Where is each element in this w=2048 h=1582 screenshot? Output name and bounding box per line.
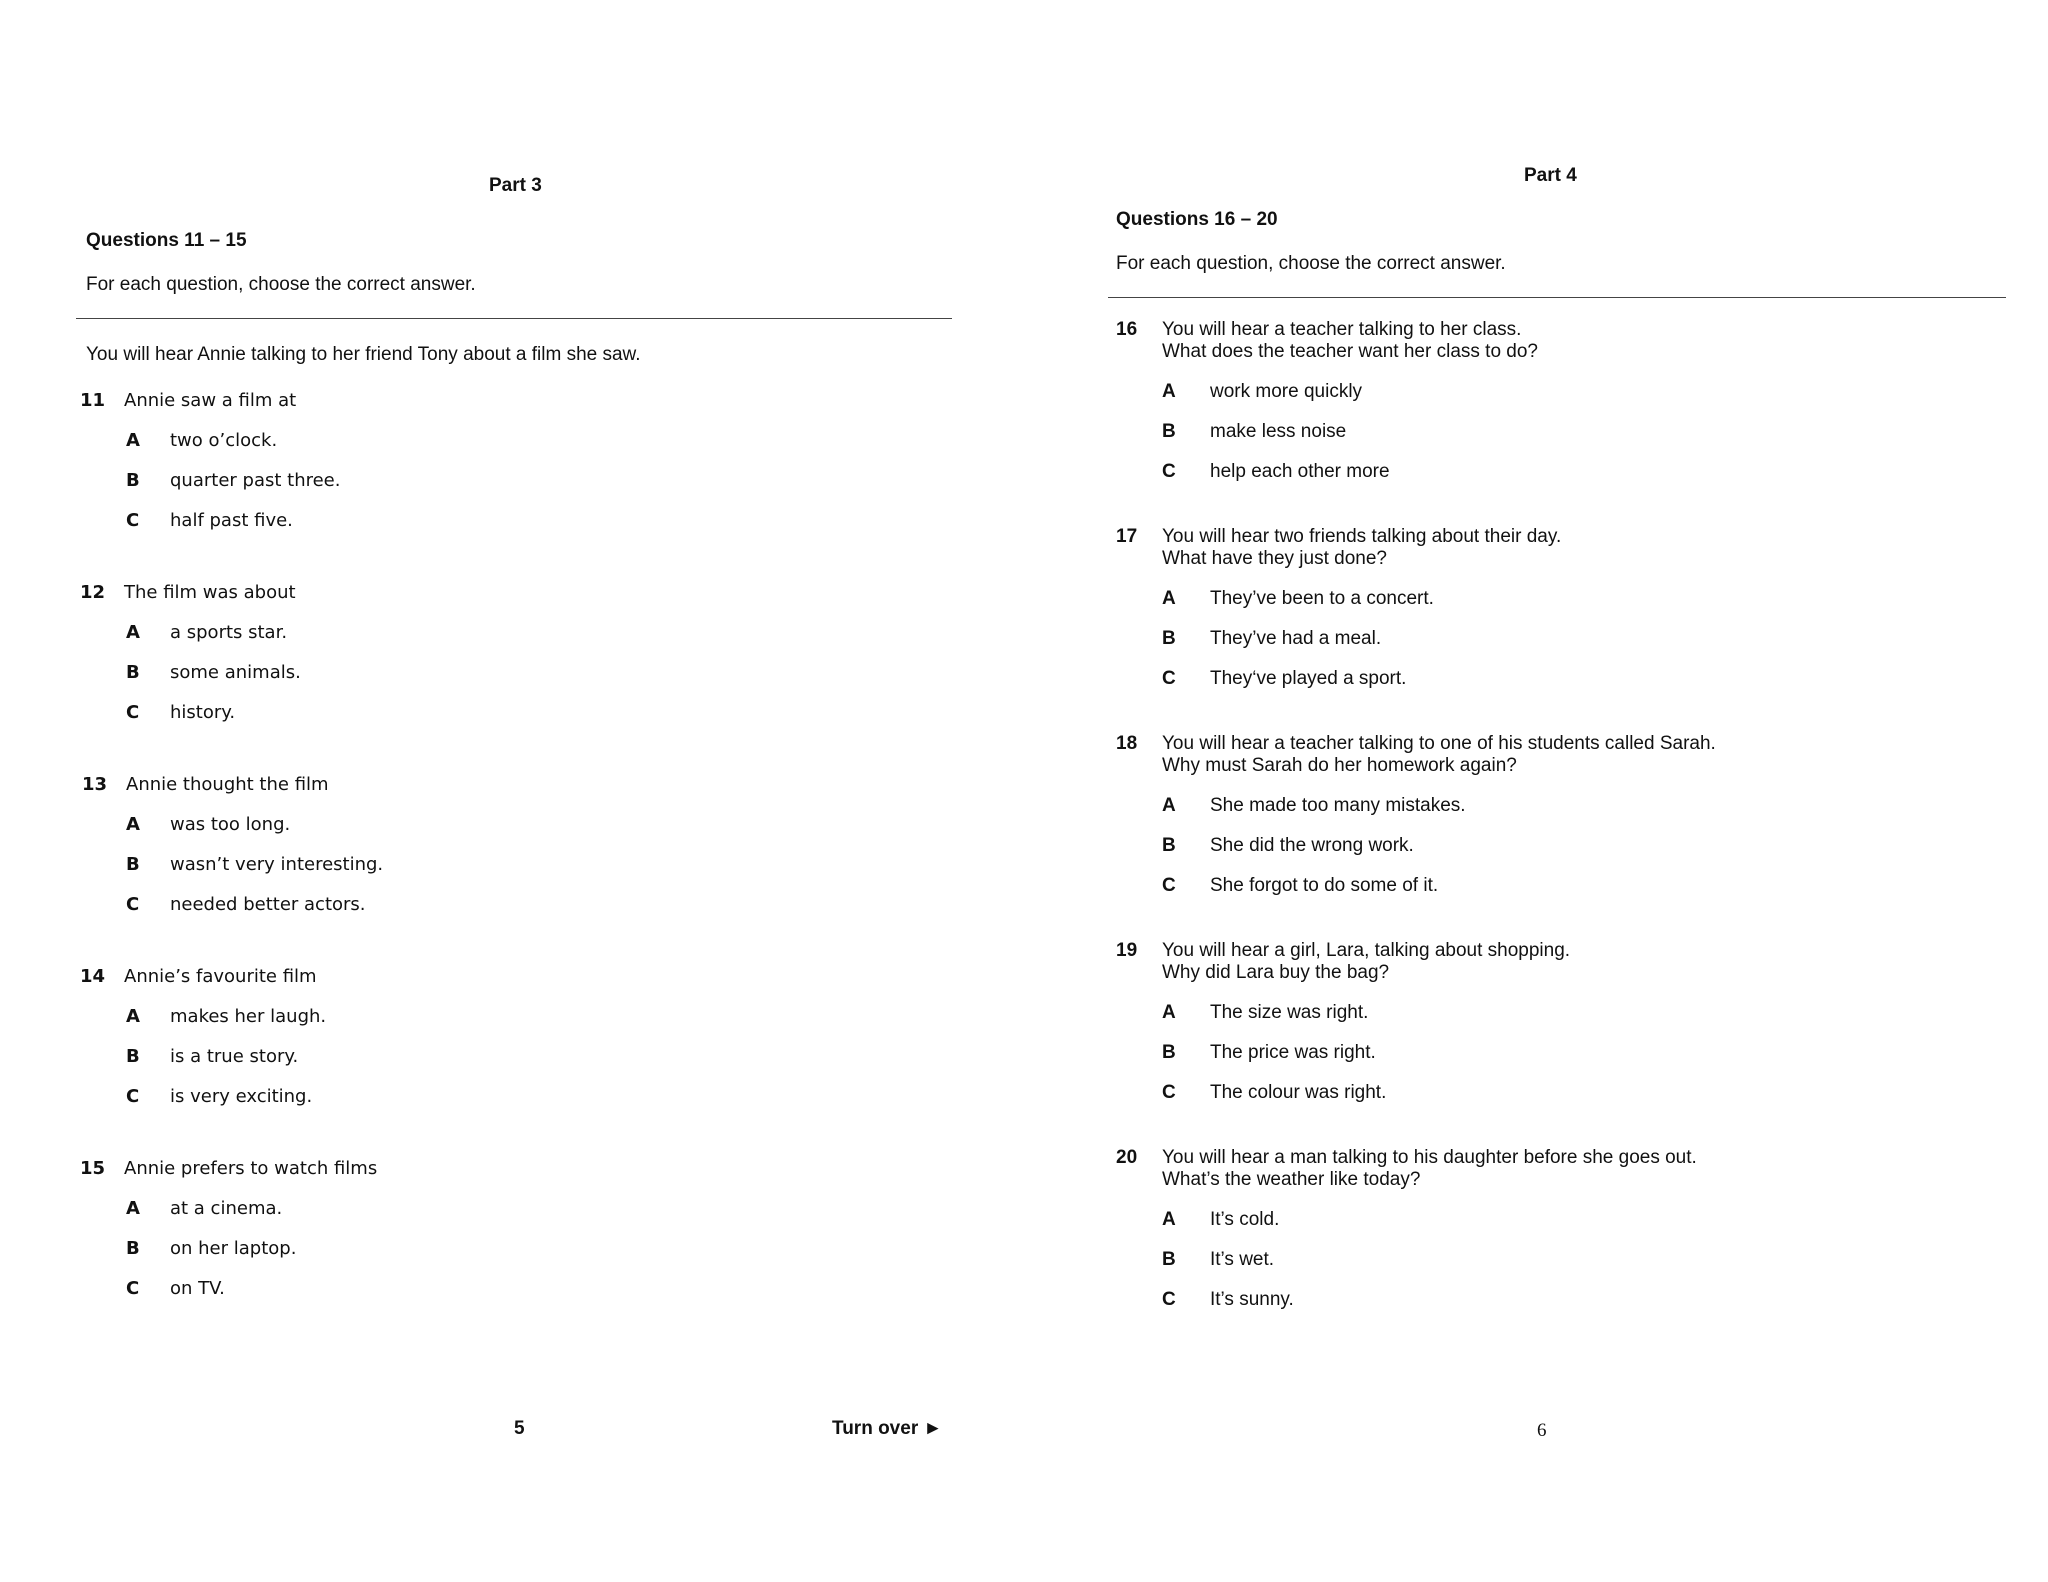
question-number: 15: [80, 1158, 106, 1179]
page-number: 5: [514, 1418, 525, 1439]
option-letter: C: [1162, 1082, 1176, 1103]
option-text[interactable]: some animals.: [170, 662, 301, 683]
option-text[interactable]: is a true story.: [170, 1046, 299, 1067]
question-context: You will hear a teacher talking to one of his students called Sarah.: [1162, 733, 1716, 754]
question-number: 18: [1116, 733, 1138, 754]
part-title: Part 4: [1524, 165, 1577, 186]
question-text: Annie thought the film: [126, 774, 329, 795]
option-text[interactable]: work more quickly: [1210, 381, 1363, 402]
option-letter: B: [126, 662, 140, 683]
option-text[interactable]: on TV.: [170, 1278, 225, 1299]
option-letter: A: [1162, 1002, 1176, 1023]
option-text[interactable]: The colour was right.: [1210, 1082, 1387, 1103]
option-letter: A: [1162, 795, 1176, 816]
question-number: 19: [1116, 940, 1138, 961]
option-letter: C: [1162, 1289, 1176, 1310]
question-number: 11: [80, 390, 106, 411]
question-context: You will hear a teacher talking to her class.: [1162, 319, 1522, 340]
instruction-text: For each question, choose the correct answer.: [1116, 253, 1506, 274]
option-text[interactable]: They‘ve played a sport.: [1210, 668, 1407, 689]
question-context: You will hear a girl, Lara, talking about shopping.: [1162, 940, 1571, 961]
question-number: 12: [80, 582, 106, 603]
option-text[interactable]: wasn’t very interesting.: [170, 854, 384, 875]
option-text[interactable]: They’ve had a meal.: [1210, 628, 1382, 649]
questions-heading: Questions 11 – 15: [86, 230, 247, 251]
option-text[interactable]: They’ve been to a concert.: [1210, 588, 1434, 609]
question-prompt: What have they just done?: [1162, 548, 1387, 569]
option-text[interactable]: She made too many mistakes.: [1210, 795, 1466, 816]
question-prompt: What’s the weather like today?: [1162, 1169, 1421, 1190]
question-text: Annie prefers to watch films: [124, 1158, 378, 1179]
option-letter: B: [126, 470, 140, 491]
option-text[interactable]: at a cinema.: [170, 1198, 283, 1219]
option-letter: A: [126, 622, 140, 643]
question-number: 16: [1116, 319, 1138, 340]
question-context: You will hear two friends talking about their day.: [1162, 526, 1562, 547]
option-text[interactable]: help each other more: [1210, 461, 1390, 482]
question-prompt: Why did Lara buy the bag?: [1162, 962, 1390, 983]
question-prompt: Why must Sarah do her homework again?: [1162, 755, 1517, 776]
option-text[interactable]: makes her laugh.: [170, 1006, 327, 1027]
option-letter: C: [126, 702, 140, 723]
option-letter: A: [1162, 381, 1176, 402]
question-number: 20: [1116, 1147, 1138, 1168]
option-letter: A: [126, 1006, 140, 1027]
option-text[interactable]: was too long.: [170, 814, 291, 835]
option-text[interactable]: half past five.: [170, 510, 293, 531]
option-text[interactable]: She forgot to do some of it.: [1210, 875, 1439, 896]
page-number: 6: [1537, 1420, 1547, 1441]
option-text[interactable]: needed better actors.: [170, 894, 366, 915]
question-number: 14: [80, 966, 106, 987]
question-text: Annie’s favourite film: [124, 966, 317, 987]
question-text: The film was about: [124, 582, 296, 603]
question-text: Annie saw a film at: [124, 390, 297, 411]
option-letter: C: [1162, 461, 1176, 482]
option-letter: B: [1162, 421, 1176, 442]
option-letter: C: [126, 894, 140, 915]
part-title: Part 3: [489, 175, 542, 196]
question-context: You will hear a man talking to his daughter before she goes out.: [1162, 1147, 1697, 1168]
option-letter: A: [126, 1198, 140, 1219]
option-letter: A: [1162, 1209, 1176, 1230]
option-letter: B: [1162, 835, 1176, 856]
option-letter: B: [126, 854, 140, 875]
option-text[interactable]: on her laptop.: [170, 1238, 297, 1259]
exam-page-left: [0, 0, 1020, 1582]
listening-intro: You will hear Annie talking to her friend Tony about a film she saw.: [86, 344, 641, 365]
option-text[interactable]: It’s sunny.: [1210, 1289, 1294, 1310]
option-letter: C: [126, 1086, 140, 1107]
option-text[interactable]: The size was right.: [1210, 1002, 1369, 1023]
option-text[interactable]: make less noise: [1210, 421, 1347, 442]
option-text[interactable]: It’s cold.: [1210, 1209, 1280, 1230]
divider-line: [1108, 297, 2006, 298]
questions-heading: Questions 16 – 20: [1116, 209, 1278, 230]
divider-line: [76, 318, 952, 319]
option-text[interactable]: The price was right.: [1210, 1042, 1376, 1063]
option-letter: B: [1162, 1249, 1176, 1270]
option-letter: C: [1162, 875, 1176, 896]
instruction-text: For each question, choose the correct answer.: [86, 274, 476, 295]
option-letter: A: [1162, 588, 1176, 609]
option-letter: B: [1162, 1042, 1176, 1063]
option-text[interactable]: history.: [170, 702, 236, 723]
option-text[interactable]: a sports star.: [170, 622, 288, 643]
option-text[interactable]: It’s wet.: [1210, 1249, 1275, 1270]
option-letter: C: [1162, 668, 1176, 689]
question-number: 17: [1116, 526, 1138, 547]
option-text[interactable]: is very exciting.: [170, 1086, 313, 1107]
option-letter: B: [1162, 628, 1176, 649]
option-letter: B: [126, 1238, 140, 1259]
option-letter: A: [126, 814, 140, 835]
option-text[interactable]: quarter past three.: [170, 470, 341, 491]
option-letter: C: [126, 510, 140, 531]
option-letter: A: [126, 430, 140, 451]
option-letter: C: [126, 1278, 140, 1299]
question-number: 13: [82, 774, 108, 795]
option-letter: B: [126, 1046, 140, 1067]
option-text[interactable]: She did the wrong work.: [1210, 835, 1414, 856]
exam-page-right: [1020, 0, 2048, 1582]
turn-over-label: Turn over ►: [832, 1418, 943, 1439]
option-text[interactable]: two o’clock.: [170, 430, 278, 451]
question-prompt: What does the teacher want her class to do?: [1162, 341, 1538, 362]
